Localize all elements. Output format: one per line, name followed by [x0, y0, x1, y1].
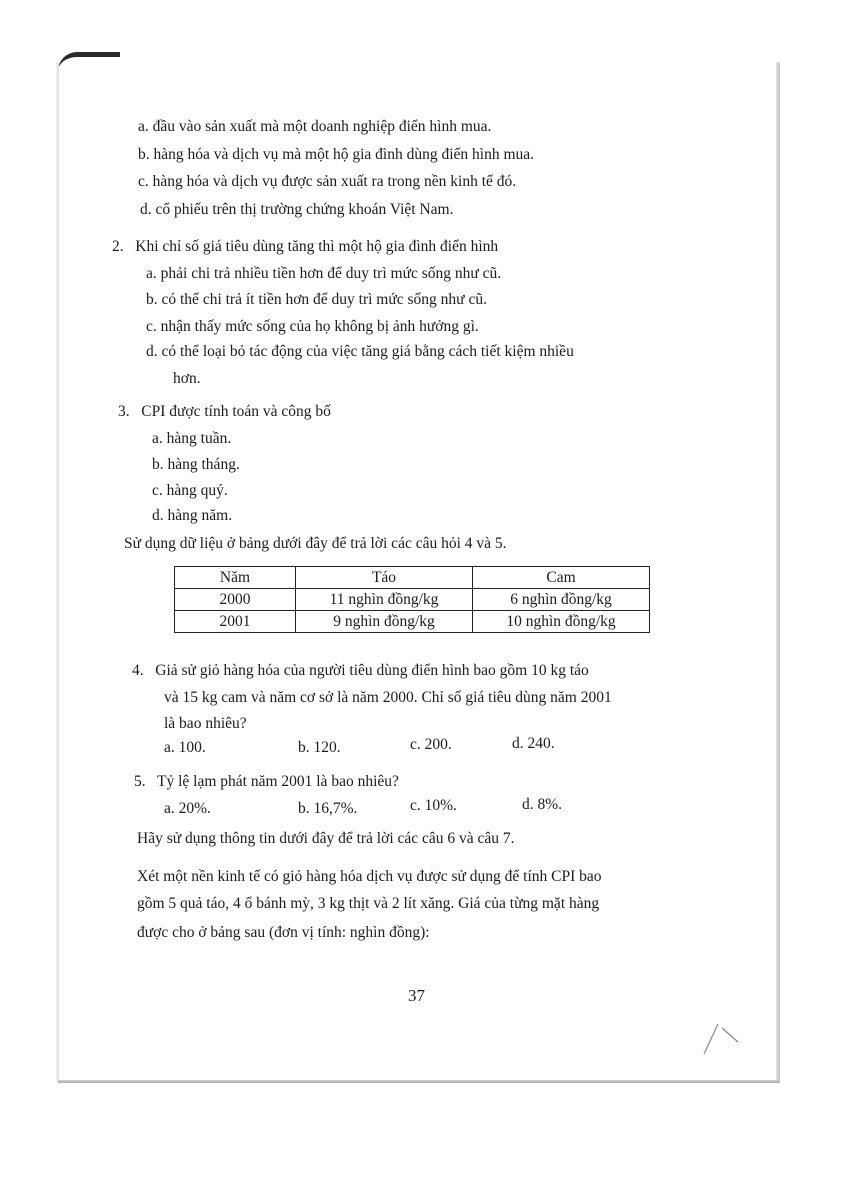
table-row — [175, 589, 650, 611]
q3-option-d: d. hàng năm. — [152, 507, 233, 524]
q2-option-d: d. có thể loại bỏ tác động của việc tăng giá bằng cách tiết kiệm nhiều — [146, 343, 574, 360]
table-header-year: Năm — [175, 567, 296, 589]
q4-stem-line-3: là bao nhiêu? — [164, 715, 247, 732]
q1-option-d: d. cổ phiếu trên thị trường chứng khoán Việt Nam. — [140, 201, 454, 218]
q2-stem: 2. Khi chỉ số giá tiêu dùng tăng thì một hộ gia đình điển hình — [112, 238, 499, 255]
table-row — [175, 611, 650, 633]
page-number: 37 — [408, 986, 425, 1005]
scan-edge-bottom — [58, 1080, 780, 1083]
q5-option-b: b. 16,7%. — [298, 800, 358, 817]
q2-option-a: a. phải chi trả nhiều tiền hơn để duy trì mức sống như cũ. — [146, 265, 502, 282]
q5-option-c: c. 10%. — [410, 797, 457, 814]
q2-option-c: c. nhận thấy mức sống của họ không bị ảnh hưởng gì. — [146, 318, 479, 335]
table-cell: 11 nghìn đồng/kg — [296, 589, 473, 611]
q3-option-c: c. hàng quý. — [152, 482, 228, 499]
q5-option-a: a. 20%. — [164, 800, 211, 817]
scan-edge-left — [56, 62, 59, 1082]
info-line-1: Xét một nền kinh tế có giỏ hàng hóa dịch vụ được sử dụng để tính CPI bao — [137, 868, 602, 885]
corner-scribble-icon — [700, 1020, 748, 1060]
table-header-apple: Táo — [296, 567, 473, 589]
q1-option-c: c. hàng hóa và dịch vụ được sản xuất ra trong nền kinh tế đó. — [138, 173, 517, 190]
q4-option-a: a. 100. — [164, 739, 206, 756]
q4-option-d: d. 240. — [512, 735, 555, 752]
table-cell: 6 nghìn đồng/kg — [473, 589, 650, 611]
q1-option-b: b. hàng hóa và dịch vụ mà một hộ gia đình dùng điển hình mua. — [138, 146, 535, 163]
q1-option-a: a. đầu vào sản xuất mà một doanh nghiệp điển hình mua. — [138, 118, 492, 135]
table-header-row — [175, 567, 650, 589]
q5-option-d: d. 8%. — [522, 796, 563, 813]
q4-option-c: c. 200. — [410, 736, 452, 753]
table-cell: 10 nghìn đồng/kg — [473, 611, 650, 633]
q2-option-b: b. có thể chi trả ít tiền hơn để duy trì mức sống như cũ. — [146, 291, 487, 308]
table-intro: Sử dụng dữ liệu ở bảng dưới đây để trả lời các câu hỏi 4 và 5. — [124, 535, 507, 552]
table-header-orange: Cam — [473, 567, 650, 589]
q5-stem: 5. Tỷ lệ lạm phát năm 2001 là bao nhiêu? — [134, 773, 399, 790]
q3-option-b: b. hàng tháng. — [152, 456, 240, 473]
q4-option-b: b. 120. — [298, 739, 341, 756]
info-line-2: gồm 5 quả táo, 4 ổ bánh mỳ, 3 kg thịt và 2 lít xăng. Giá của từng mặt hàng — [137, 895, 600, 912]
q2-option-d-cont: hơn. — [173, 370, 201, 387]
price-table — [174, 566, 650, 633]
table-cell: 2001 — [175, 611, 296, 633]
scan-shadow — [58, 52, 120, 71]
info-intro: Hãy sử dụng thông tin dưới đây để trả lời các câu 6 và câu 7. — [137, 830, 515, 847]
table-cell: 9 nghìn đồng/kg — [296, 611, 473, 633]
q3-stem: 3. CPI được tính toán và công bố — [118, 403, 331, 420]
table-cell: 2000 — [175, 589, 296, 611]
q4-stem-line-2: và 15 kg cam và năm cơ sở là năm 2000. Chỉ số giá tiêu dùng năm 2001 — [164, 689, 612, 706]
q3-option-a: a. hàng tuần. — [152, 430, 232, 447]
q4-stem-line-1: 4. Giả sử giỏ hàng hóa của người tiêu dùng điển hình bao gồm 10 kg táo — [132, 662, 589, 679]
info-line-3: được cho ở bảng sau (đơn vị tính: nghìn đồng): — [137, 924, 430, 941]
scan-edge-right — [776, 62, 780, 1082]
